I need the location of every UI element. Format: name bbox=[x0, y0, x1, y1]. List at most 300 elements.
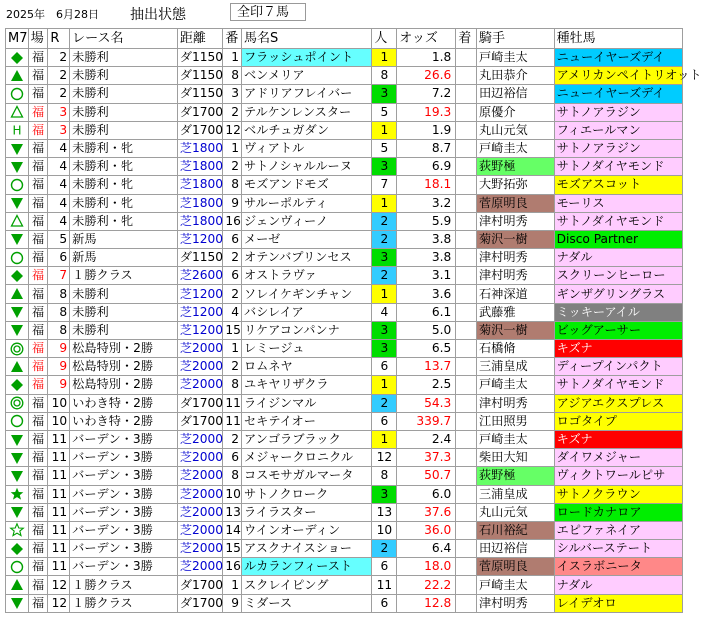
place-cell: 福 bbox=[28, 340, 48, 358]
mark-cell bbox=[6, 176, 29, 194]
place-cell: 福 bbox=[28, 103, 48, 121]
distance-value: 1150 bbox=[192, 250, 224, 265]
distance-value: 1700 bbox=[192, 395, 224, 410]
race-number-cell: 3 bbox=[48, 121, 70, 139]
column-header-finish[interactable]: 着 bbox=[456, 29, 477, 49]
place-cell: 福 bbox=[28, 558, 48, 576]
table-row[interactable] bbox=[6, 194, 683, 212]
finish-cell bbox=[456, 285, 477, 303]
distance-cell bbox=[177, 285, 223, 303]
column-header-r[interactable]: R bbox=[48, 29, 70, 49]
surface-label: ダ bbox=[179, 413, 192, 428]
sire-cell[interactable]: ダイワメジャー bbox=[554, 449, 682, 467]
odds-cell: 19.3 bbox=[397, 103, 456, 121]
horse-name-cell[interactable]: アンゴラブラック bbox=[241, 430, 371, 448]
finish-cell bbox=[456, 503, 477, 521]
table-row[interactable] bbox=[6, 594, 683, 612]
table-row[interactable] bbox=[6, 340, 683, 358]
triangle-down-mark-icon bbox=[10, 142, 24, 156]
mark-cell bbox=[6, 540, 29, 558]
jockey-cell[interactable]: 津村明秀 bbox=[476, 249, 554, 267]
popularity-cell: 13 bbox=[372, 503, 397, 521]
race-number-cell: 11 bbox=[48, 521, 70, 539]
horse-number-cell: 12 bbox=[223, 121, 242, 139]
diamond-mark-icon bbox=[10, 51, 24, 65]
horse-name-cell[interactable]: メジャークロニクル bbox=[241, 449, 371, 467]
jockey-cell[interactable]: 菅原明良 bbox=[476, 558, 554, 576]
jockey-cell[interactable]: 戸崎圭太 bbox=[476, 139, 554, 157]
jockey-cell[interactable]: 津村明秀 bbox=[476, 594, 554, 612]
sire-cell[interactable]: ディープインパクト bbox=[554, 358, 682, 376]
sire-cell[interactable]: Disco Partner bbox=[554, 230, 682, 248]
jockey-cell[interactable]: 戸崎圭太 bbox=[476, 430, 554, 448]
odds-cell: 6.0 bbox=[397, 485, 456, 503]
distance-cell bbox=[177, 358, 223, 376]
place-cell: 福 bbox=[28, 594, 48, 612]
race-name-cell: いわき特・2勝 bbox=[70, 412, 178, 430]
place-cell: 福 bbox=[28, 412, 48, 430]
table-row[interactable] bbox=[6, 249, 683, 267]
horse-name-cell[interactable]: オテンバプリンセス bbox=[241, 249, 371, 267]
horse-number-cell: 2 bbox=[223, 103, 242, 121]
distance-value: 1150 bbox=[192, 50, 224, 65]
jockey-cell[interactable]: 原優介 bbox=[476, 103, 554, 121]
horse-name-cell[interactable]: ライラスター bbox=[241, 503, 371, 521]
horse-name-cell[interactable]: セキテイオー bbox=[241, 412, 371, 430]
horse-name-cell[interactable]: ライジンマル bbox=[241, 394, 371, 412]
jockey-cell[interactable]: 柴田大知 bbox=[476, 449, 554, 467]
horse-number-cell: 16 bbox=[223, 212, 242, 230]
surface-label: 芝 bbox=[179, 322, 192, 337]
jockey-cell[interactable]: 津村明秀 bbox=[476, 394, 554, 412]
table-row[interactable] bbox=[6, 212, 683, 230]
sire-cell[interactable]: サトノクラウン bbox=[554, 485, 682, 503]
race-number-cell: 4 bbox=[48, 212, 70, 230]
horse-name-cell[interactable]: サトノシャルルーヌ bbox=[241, 158, 371, 176]
finish-cell bbox=[456, 194, 477, 212]
popularity-cell: 1 bbox=[372, 194, 397, 212]
table-row[interactable] bbox=[6, 103, 683, 121]
distance-value: 2600 bbox=[192, 268, 224, 283]
finish-cell bbox=[456, 340, 477, 358]
table-row[interactable] bbox=[6, 376, 683, 394]
horse-name-cell[interactable]: サルーポルティ bbox=[241, 194, 371, 212]
sire-cell[interactable]: アメリカンペイトリオット bbox=[554, 67, 682, 85]
race-number-cell: 11 bbox=[48, 430, 70, 448]
race-name-cell: 未勝利 bbox=[70, 303, 178, 321]
toolbar bbox=[0, 0, 687, 28]
horse-name-cell[interactable]: リケアコンパンナ bbox=[241, 321, 371, 339]
popularity-cell: 10 bbox=[372, 521, 397, 539]
distance-value: 1700 bbox=[192, 104, 224, 119]
sire-cell[interactable]: エピファネイア bbox=[554, 521, 682, 539]
open-triangle-mark-icon bbox=[10, 214, 24, 228]
popularity-cell: 8 bbox=[372, 467, 397, 485]
mark-cell bbox=[6, 340, 29, 358]
jockey-cell[interactable]: 丸山元気 bbox=[476, 503, 554, 521]
race-name-cell: バーデン・3勝 bbox=[70, 503, 178, 521]
jockey-cell[interactable]: 菊沢一樹 bbox=[476, 230, 554, 248]
sire-cell[interactable]: ニューイヤーズデイ bbox=[554, 49, 682, 67]
race-number-cell: 12 bbox=[48, 594, 70, 612]
place-cell: 福 bbox=[28, 303, 48, 321]
race-number-cell: 11 bbox=[48, 558, 70, 576]
table-row[interactable] bbox=[6, 303, 683, 321]
column-header-race-name[interactable]: レース名 bbox=[70, 29, 178, 49]
table-row[interactable] bbox=[6, 321, 683, 339]
sire-cell[interactable]: キズナ bbox=[554, 430, 682, 448]
place-cell: 福 bbox=[28, 576, 48, 594]
distance-cell bbox=[177, 558, 223, 576]
finish-cell bbox=[456, 85, 477, 103]
jockey-cell[interactable]: 大野拓弥 bbox=[476, 176, 554, 194]
distance-value: 2000 bbox=[192, 377, 224, 392]
distance-value: 1200 bbox=[192, 231, 224, 246]
sire-cell[interactable]: シルバーステート bbox=[554, 540, 682, 558]
mark-cell bbox=[6, 303, 29, 321]
horse-number-cell: 2 bbox=[223, 249, 242, 267]
sire-cell[interactable]: サトノダイヤモンド bbox=[554, 376, 682, 394]
mark-cell bbox=[6, 594, 29, 612]
table-row[interactable] bbox=[6, 540, 683, 558]
distance-value: 2000 bbox=[192, 541, 224, 556]
jockey-cell[interactable]: 菊沢一樹 bbox=[476, 321, 554, 339]
horse-name-cell[interactable]: ウインオーディン bbox=[241, 521, 371, 539]
column-header-jockey[interactable]: 騎手 bbox=[476, 29, 554, 49]
table-row[interactable] bbox=[6, 412, 683, 430]
table-row[interactable] bbox=[6, 467, 683, 485]
horse-number-cell: 10 bbox=[223, 485, 242, 503]
filter-label: 抽出状態 bbox=[130, 7, 186, 23]
horse-name-cell[interactable]: ベンメリア bbox=[241, 67, 371, 85]
horse-number-cell: 4 bbox=[223, 303, 242, 321]
race-date: 2025年 6月28日 bbox=[6, 8, 99, 21]
popularity-cell: 5 bbox=[372, 139, 397, 157]
sire-cell[interactable]: ヴィクトワールピサ bbox=[554, 467, 682, 485]
mark-cell bbox=[6, 430, 29, 448]
popularity-cell: 6 bbox=[372, 594, 397, 612]
column-header-popularity[interactable]: 人 bbox=[372, 29, 397, 49]
finish-cell bbox=[456, 267, 477, 285]
distance-value: 1800 bbox=[192, 213, 224, 228]
odds-cell: 6.9 bbox=[397, 158, 456, 176]
jockey-cell[interactable]: 戸崎圭太 bbox=[476, 576, 554, 594]
popularity-cell: 7 bbox=[372, 176, 397, 194]
mark-cell bbox=[6, 103, 29, 121]
mark-cell bbox=[6, 376, 29, 394]
sire-cell[interactable]: ニューイヤーズデイ bbox=[554, 85, 682, 103]
horse-name-cell[interactable]: コスモサガルマータ bbox=[241, 467, 371, 485]
horse-number-cell: 1 bbox=[223, 49, 242, 67]
filter-state-box[interactable]: 全印７馬 bbox=[230, 3, 306, 21]
distance-cell bbox=[177, 49, 223, 67]
mark-cell bbox=[6, 503, 29, 521]
jockey-cell[interactable]: 田辺裕信 bbox=[476, 85, 554, 103]
table-row[interactable] bbox=[6, 285, 683, 303]
jockey-cell[interactable]: 津村明秀 bbox=[476, 212, 554, 230]
race-name-cell: 未勝利 bbox=[70, 103, 178, 121]
horse-name-cell[interactable]: ミダース bbox=[241, 594, 371, 612]
place-cell: 福 bbox=[28, 467, 48, 485]
distance-cell bbox=[177, 412, 223, 430]
popularity-cell: 5 bbox=[372, 103, 397, 121]
jockey-cell[interactable]: 石神深道 bbox=[476, 285, 554, 303]
jockey-cell[interactable]: 荻野極 bbox=[476, 158, 554, 176]
surface-label: ダ bbox=[179, 104, 192, 119]
horse-name-cell[interactable]: サトノクローク bbox=[241, 485, 371, 503]
race-name-cell: 未勝利・牝 bbox=[70, 176, 178, 194]
sire-cell[interactable]: ギンザグリングラス bbox=[554, 285, 682, 303]
table-row[interactable] bbox=[6, 121, 683, 139]
mark-cell bbox=[6, 467, 29, 485]
horse-name-cell[interactable]: モズアンドモズ bbox=[241, 176, 371, 194]
finish-cell bbox=[456, 449, 477, 467]
sire-cell[interactable]: ナダル bbox=[554, 576, 682, 594]
finish-cell bbox=[456, 412, 477, 430]
h-mark-icon bbox=[10, 123, 24, 137]
sire-cell[interactable]: ナダル bbox=[554, 249, 682, 267]
horse-number-cell: 1 bbox=[223, 576, 242, 594]
horse-name-cell[interactable]: アドリアフレイバー bbox=[241, 85, 371, 103]
distance-cell bbox=[177, 321, 223, 339]
column-header-odds[interactable]: オッズ bbox=[397, 29, 456, 49]
horse-name-cell[interactable]: バシレイア bbox=[241, 303, 371, 321]
horse-number-cell: 13 bbox=[223, 503, 242, 521]
jockey-cell[interactable]: 江田照男 bbox=[476, 412, 554, 430]
odds-cell: 1.9 bbox=[397, 121, 456, 139]
place-cell: 福 bbox=[28, 540, 48, 558]
odds-cell: 2.4 bbox=[397, 430, 456, 448]
race-name-cell: 未勝利 bbox=[70, 285, 178, 303]
horse-name-cell[interactable]: ユキヤリザクラ bbox=[241, 376, 371, 394]
horse-number-cell: 11 bbox=[223, 412, 242, 430]
popularity-cell: 1 bbox=[372, 430, 397, 448]
horse-name-cell[interactable]: ソレイケギンチャン bbox=[241, 285, 371, 303]
odds-cell: 3.8 bbox=[397, 230, 456, 248]
table-row[interactable] bbox=[6, 67, 683, 85]
jockey-cell[interactable]: 石川裕紀 bbox=[476, 521, 554, 539]
distance-cell bbox=[177, 449, 223, 467]
finish-cell bbox=[456, 230, 477, 248]
race-number-cell: 10 bbox=[48, 394, 70, 412]
sire-cell[interactable]: キズナ bbox=[554, 340, 682, 358]
circle-mark-icon bbox=[10, 560, 24, 574]
horse-name-cell[interactable]: レミージュ bbox=[241, 340, 371, 358]
horse-name-cell[interactable]: ロムネヤ bbox=[241, 358, 371, 376]
race-name-cell: バーデン・3勝 bbox=[70, 558, 178, 576]
sire-cell[interactable]: ロゴタイプ bbox=[554, 412, 682, 430]
distance-cell bbox=[177, 194, 223, 212]
distance-value: 2000 bbox=[192, 341, 224, 356]
distance-cell bbox=[177, 394, 223, 412]
table-row[interactable] bbox=[6, 358, 683, 376]
sire-cell[interactable]: サトノアラジン bbox=[554, 103, 682, 121]
place-cell: 福 bbox=[28, 430, 48, 448]
mark-cell bbox=[6, 194, 29, 212]
mark-cell bbox=[6, 321, 29, 339]
race-number-cell: 11 bbox=[48, 540, 70, 558]
triangle-up-mark-icon bbox=[10, 578, 24, 592]
horse-name-cell[interactable]: スクレイピング bbox=[241, 576, 371, 594]
sire-cell[interactable]: モーリス bbox=[554, 194, 682, 212]
race-name-cell: 未勝利 bbox=[70, 67, 178, 85]
mark-cell bbox=[6, 212, 29, 230]
mark-cell bbox=[6, 85, 29, 103]
jockey-cell[interactable]: 菅原明良 bbox=[476, 194, 554, 212]
race-number-cell: 5 bbox=[48, 230, 70, 248]
table-row[interactable] bbox=[6, 230, 683, 248]
triangle-down-mark-icon bbox=[10, 305, 24, 319]
table-row[interactable] bbox=[6, 430, 683, 448]
race-name-cell: いわき特・2勝 bbox=[70, 394, 178, 412]
table-row[interactable] bbox=[6, 85, 683, 103]
surface-label: ダ bbox=[179, 595, 192, 610]
surface-label: 芝 bbox=[179, 450, 192, 465]
sire-cell[interactable]: ロードカナロア bbox=[554, 503, 682, 521]
finish-cell bbox=[456, 540, 477, 558]
table-row[interactable] bbox=[6, 158, 683, 176]
jockey-cell[interactable]: 石橋脩 bbox=[476, 340, 554, 358]
sire-cell[interactable]: レイデオロ bbox=[554, 594, 682, 612]
race-name-cell: １勝クラス bbox=[70, 594, 178, 612]
popularity-cell: 6 bbox=[372, 412, 397, 430]
circle-mark-icon bbox=[10, 251, 24, 265]
table-row[interactable] bbox=[6, 521, 683, 539]
popularity-cell: 3 bbox=[372, 85, 397, 103]
horse-name-cell[interactable]: アスクナイスショー bbox=[241, 540, 371, 558]
jockey-cell[interactable]: 三浦皇成 bbox=[476, 358, 554, 376]
distance-value: 1200 bbox=[192, 286, 224, 301]
odds-cell: 339.7 bbox=[397, 412, 456, 430]
table-row[interactable] bbox=[6, 485, 683, 503]
finish-cell bbox=[456, 121, 477, 139]
horse-name-cell[interactable]: ベルチュガダン bbox=[241, 121, 371, 139]
horse-name-cell[interactable]: ジェンヴィーノ bbox=[241, 212, 371, 230]
jockey-cell[interactable]: 三浦皇成 bbox=[476, 485, 554, 503]
distance-value: 1700 bbox=[192, 122, 224, 137]
horse-name-cell[interactable]: オストラヴァ bbox=[241, 267, 371, 285]
popularity-cell: 1 bbox=[372, 285, 397, 303]
popularity-cell: 3 bbox=[372, 485, 397, 503]
finish-cell bbox=[456, 594, 477, 612]
sire-cell[interactable]: ビッグアーサー bbox=[554, 321, 682, 339]
table-row[interactable] bbox=[6, 267, 683, 285]
jockey-cell[interactable]: 武藤雅 bbox=[476, 303, 554, 321]
horse-name-cell[interactable]: ヴィアトル bbox=[241, 139, 371, 157]
surface-label: 芝 bbox=[179, 359, 192, 374]
finish-cell bbox=[456, 467, 477, 485]
sire-cell[interactable]: サトノダイヤモンド bbox=[554, 158, 682, 176]
surface-label: 芝 bbox=[179, 141, 192, 156]
sire-cell[interactable]: アジアエクスプレス bbox=[554, 394, 682, 412]
table-row[interactable] bbox=[6, 49, 683, 67]
race-name-cell: 未勝利・牝 bbox=[70, 139, 178, 157]
jockey-cell[interactable]: 田辺裕信 bbox=[476, 540, 554, 558]
race-name-cell: 未勝利 bbox=[70, 321, 178, 339]
odds-cell: 54.3 bbox=[397, 394, 456, 412]
jockey-cell[interactable]: 荻野極 bbox=[476, 467, 554, 485]
column-header-sire[interactable]: 種牡馬 bbox=[554, 29, 682, 49]
odds-cell: 6.4 bbox=[397, 540, 456, 558]
surface-label: 芝 bbox=[179, 432, 192, 447]
sire-cell[interactable]: ミッキーアイル bbox=[554, 303, 682, 321]
place-cell: 福 bbox=[28, 194, 48, 212]
race-number-cell: 4 bbox=[48, 139, 70, 157]
surface-label: ダ bbox=[179, 250, 192, 265]
place-cell: 福 bbox=[28, 394, 48, 412]
table-row[interactable] bbox=[6, 449, 683, 467]
triangle-down-mark-icon bbox=[10, 196, 24, 210]
jockey-cell[interactable]: 戸崎圭太 bbox=[476, 49, 554, 67]
grid-body bbox=[6, 49, 702, 613]
odds-cell: 12.8 bbox=[397, 594, 456, 612]
column-header-place[interactable]: 場 bbox=[28, 29, 48, 49]
table-row[interactable] bbox=[6, 576, 683, 594]
sire-cell[interactable]: サトノダイヤモンド bbox=[554, 212, 682, 230]
race-number-cell: 9 bbox=[48, 340, 70, 358]
race-number-cell: 6 bbox=[48, 249, 70, 267]
table-row[interactable] bbox=[6, 394, 683, 412]
jockey-cell[interactable]: 戸崎圭太 bbox=[476, 376, 554, 394]
sire-cell[interactable]: フィエールマン bbox=[554, 121, 682, 139]
distance-cell bbox=[177, 503, 223, 521]
jockey-cell[interactable]: 丸山元気 bbox=[476, 121, 554, 139]
table-row[interactable] bbox=[6, 558, 683, 576]
column-header-horse-name[interactable]: 馬名S bbox=[241, 29, 371, 49]
odds-cell: 8.7 bbox=[397, 139, 456, 157]
surface-label: ダ bbox=[179, 50, 192, 65]
distance-cell bbox=[177, 540, 223, 558]
column-header-m7[interactable]: M7 bbox=[6, 29, 29, 49]
race-name-cell: 新馬 bbox=[70, 249, 178, 267]
triangle-down-mark-icon bbox=[10, 160, 24, 174]
mark-cell bbox=[6, 558, 29, 576]
horse-name-cell[interactable]: テルケンレンスター bbox=[241, 103, 371, 121]
triangle-down-mark-icon bbox=[10, 232, 24, 246]
mark-cell bbox=[6, 121, 29, 139]
horse-name-cell[interactable]: メーゼ bbox=[241, 230, 371, 248]
sire-cell[interactable]: サトノアラジン bbox=[554, 139, 682, 157]
race-name-cell: 未勝利・牝 bbox=[70, 212, 178, 230]
sire-cell[interactable]: モズアスコット bbox=[554, 176, 682, 194]
horse-name-cell[interactable]: ルカランフィースト bbox=[241, 558, 371, 576]
horse-name-cell[interactable]: フラッシュポイント bbox=[241, 49, 371, 67]
triangle-up-mark-icon bbox=[10, 287, 24, 301]
mark-cell bbox=[6, 249, 29, 267]
table-row[interactable] bbox=[6, 139, 683, 157]
horse-number-cell: 9 bbox=[223, 594, 242, 612]
table-row[interactable] bbox=[6, 176, 683, 194]
jockey-cell[interactable]: 丸田恭介 bbox=[476, 67, 554, 85]
open-star-mark-icon bbox=[10, 523, 24, 537]
odds-cell: 5.9 bbox=[397, 212, 456, 230]
race-number-cell: 9 bbox=[48, 358, 70, 376]
sire-cell[interactable]: イスラボニータ bbox=[554, 558, 682, 576]
distance-value: 1800 bbox=[192, 177, 224, 192]
place-cell: 福 bbox=[28, 67, 48, 85]
race-name-cell: バーデン・3勝 bbox=[70, 521, 178, 539]
distance-cell bbox=[177, 594, 223, 612]
column-header-number[interactable]: 番 bbox=[223, 29, 242, 49]
place-cell: 福 bbox=[28, 212, 48, 230]
sire-cell[interactable]: スクリーンヒーロー bbox=[554, 267, 682, 285]
place-cell: 福 bbox=[28, 285, 48, 303]
table-row[interactable] bbox=[6, 503, 683, 521]
race-name-cell: 未勝利・牝 bbox=[70, 158, 178, 176]
jockey-cell[interactable]: 津村明秀 bbox=[476, 267, 554, 285]
column-header-distance[interactable]: 距離 bbox=[177, 29, 223, 49]
place-cell: 福 bbox=[28, 158, 48, 176]
